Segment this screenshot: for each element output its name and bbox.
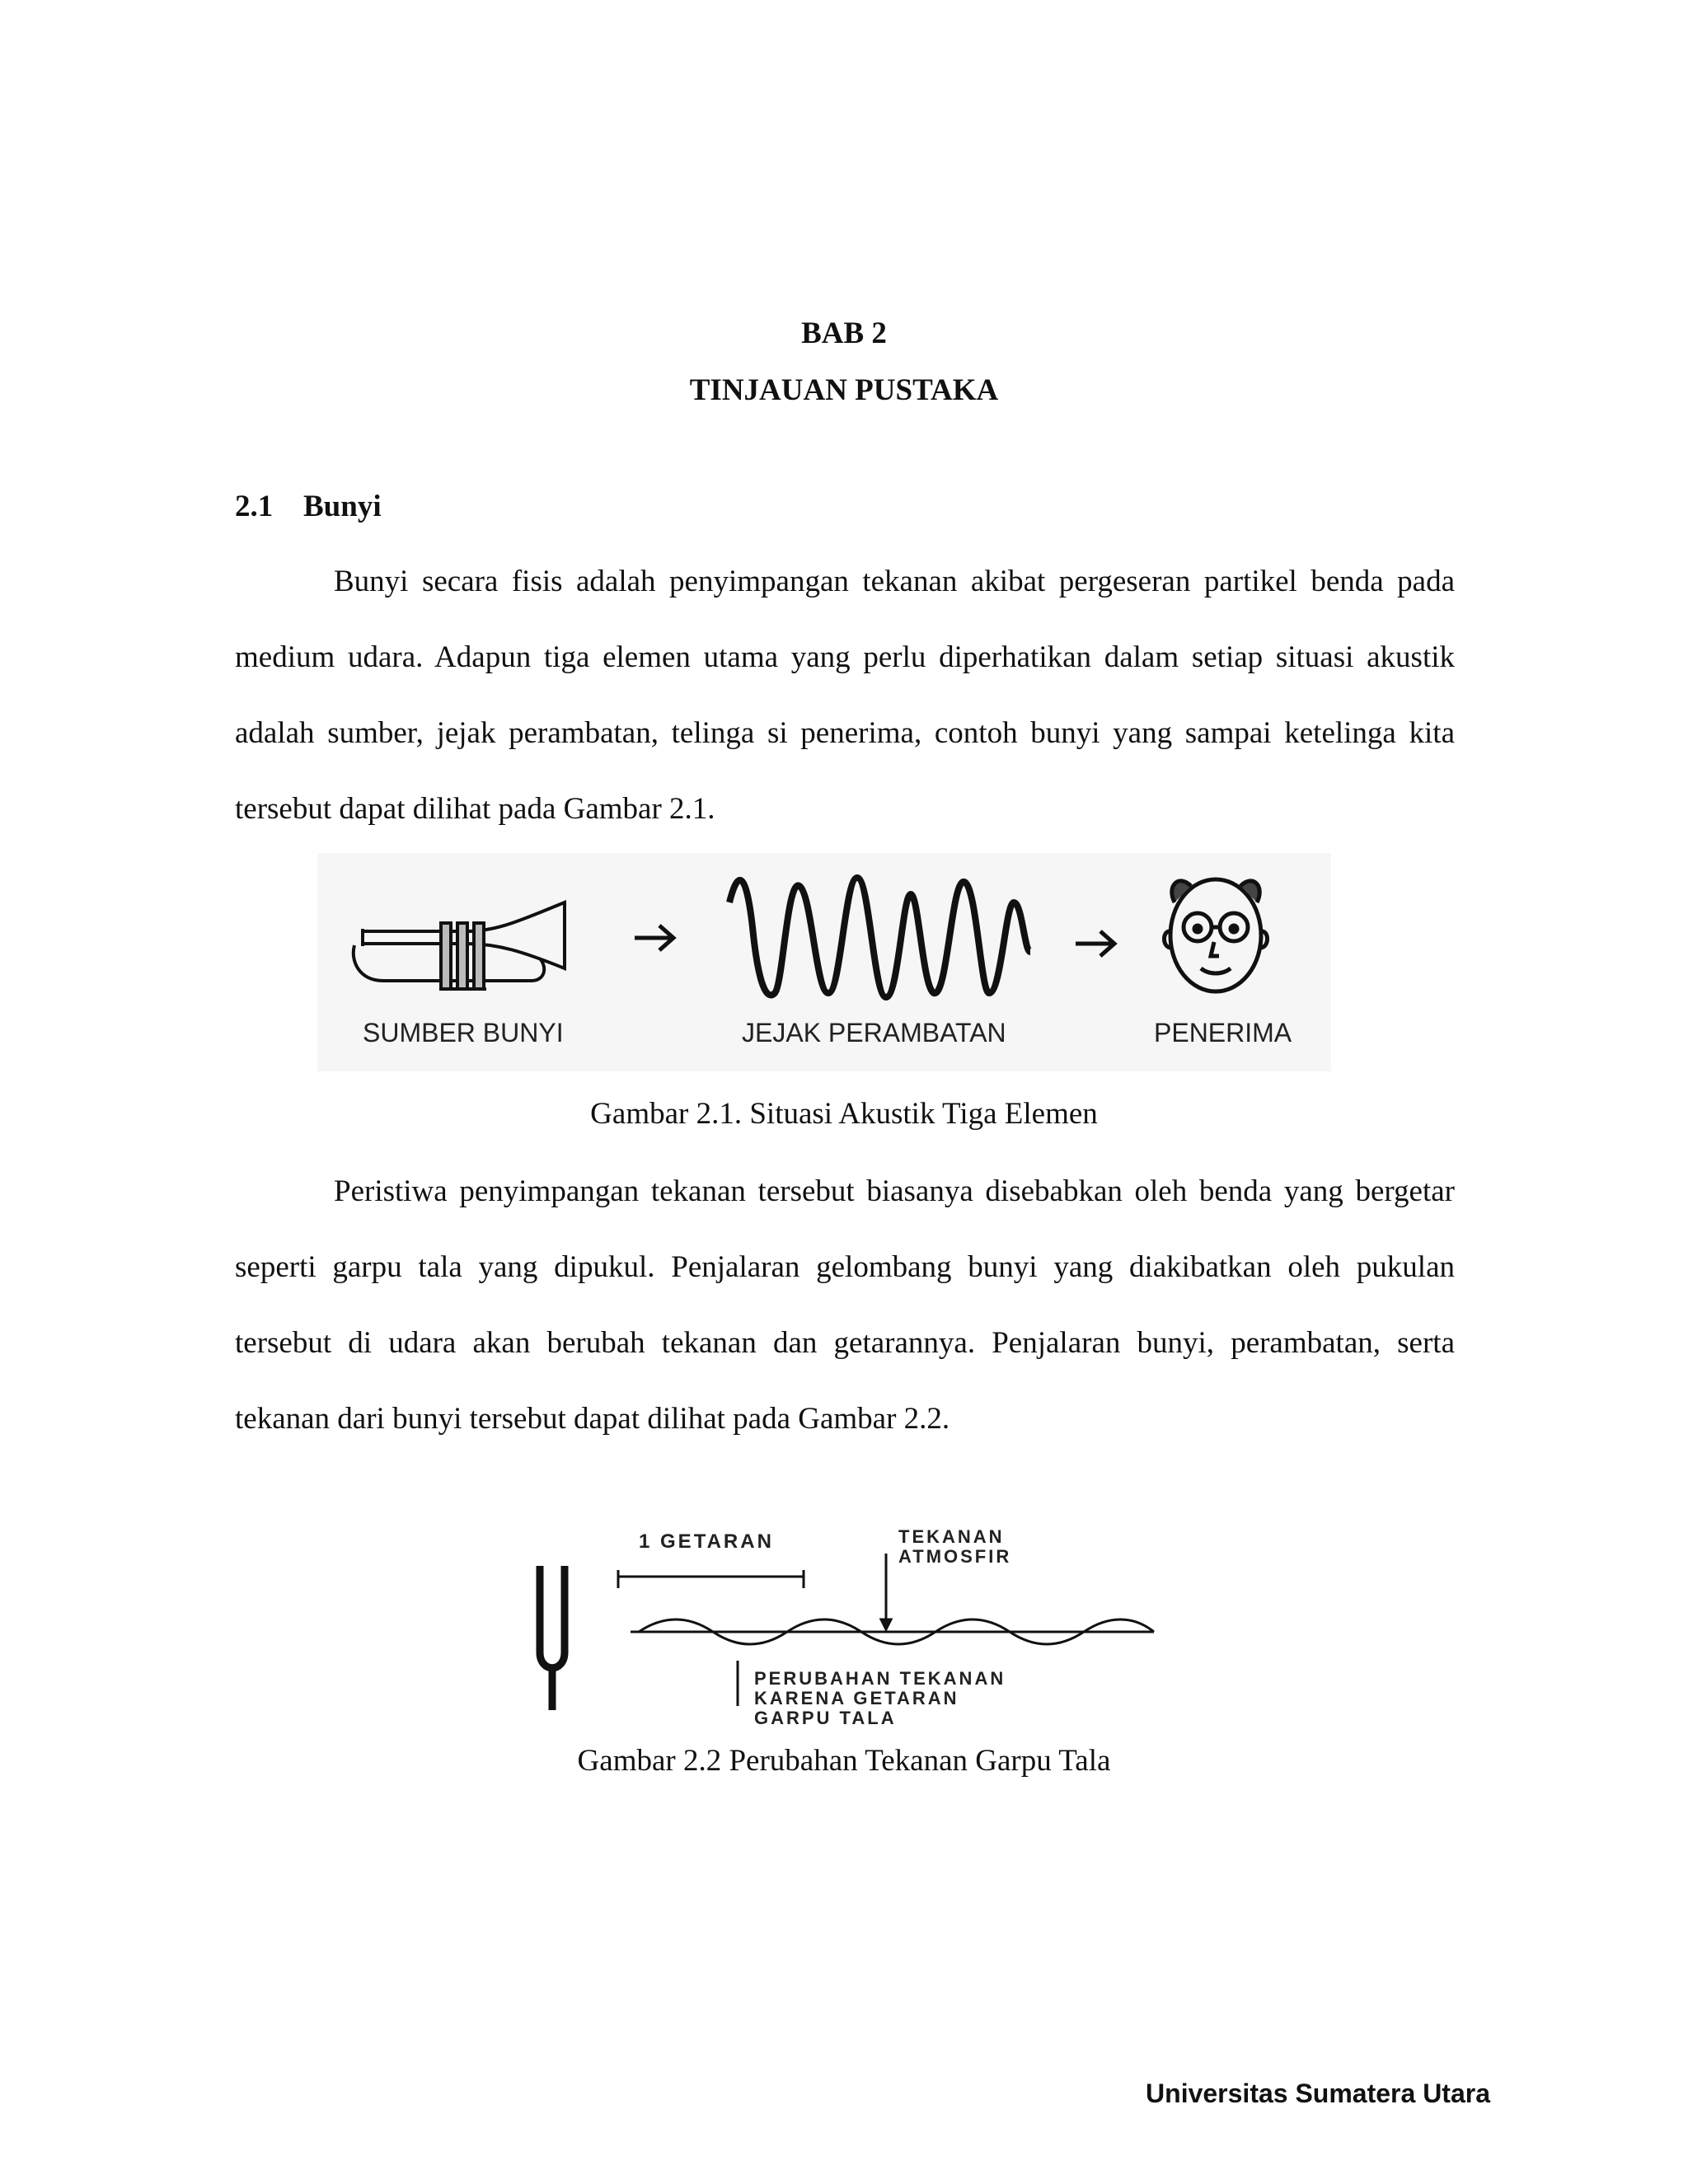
vibration-bracket [618, 1570, 804, 1588]
label-atmospheric-pressure [898, 1527, 1011, 1567]
label-sound-source: SUMBER BUNYI [363, 1018, 564, 1047]
tuning-fork-icon [540, 1566, 565, 1710]
figure-1-caption: Gambar 2.1. Situasi Akustik Tiga Elemen [590, 1097, 1098, 1131]
label-propagation-path: JEJAK PERAMBATAN [742, 1018, 1006, 1047]
label-change-line-1: PERUBAHAN TEKANAN [754, 1668, 1006, 1689]
label-change-line-3: GARPU TALA [754, 1708, 897, 1728]
section-number: 2.1 [235, 490, 274, 523]
figure-acoustic-situation [317, 853, 1331, 1071]
footer-institution: Universitas Sumatera Utara [1146, 2079, 1490, 2108]
label-pressure-line-2: ATMOSFIR [898, 1546, 1012, 1567]
paragraph-2: Peristiwa penyimpangan tekanan tersebut biasanya disebabkan oleh benda yang bergetar seperti garpu tala yang dipukul. Penjalaran gelombang bunyi yang diakibatkan oleh pukulan tersebut di udara akan berubah tekanan dan getarannya. Penjalaran bunyi, perambatan, serta tekanan dari bunyi tersebut dapat dilihat pada Gambar 2.2. [235, 1174, 1455, 1436]
label-pressure-line-1: TEKANAN [898, 1526, 1005, 1547]
chapter-number: BAB 2 [801, 316, 887, 350]
label-change-line-2: KARENA GETARAN [754, 1688, 959, 1708]
pressure-arrow-icon [881, 1554, 891, 1629]
section-heading [235, 489, 382, 524]
label-receiver: PENERIMA [1154, 1018, 1292, 1047]
label-pressure-change [754, 1669, 1006, 1728]
paragraph-1: Bunyi secara fisis adalah penyimpangan tekanan akibat pergeseran partikel benda pada medium udara. Adapun tiga elemen utama yang perlu diperhatikan dalam setiap situasi akustik adalah sumber, jejak perambatan, telinga si penerima, contoh bunyi yang sampai ketelinga kita tersebut dapat dilihat pada Gambar 2.1. [235, 565, 1455, 826]
label-one-vibration: 1 GETARAN [639, 1530, 774, 1553]
section-title: Bunyi [303, 490, 382, 523]
figure-tuning-fork-pressure [515, 1526, 1158, 1728]
chapter-title: TINJAUAN PUSTAKA [689, 373, 999, 407]
figure-2-caption: Gambar 2.2 Perubahan Tekanan Garpu Tala [577, 1744, 1111, 1778]
